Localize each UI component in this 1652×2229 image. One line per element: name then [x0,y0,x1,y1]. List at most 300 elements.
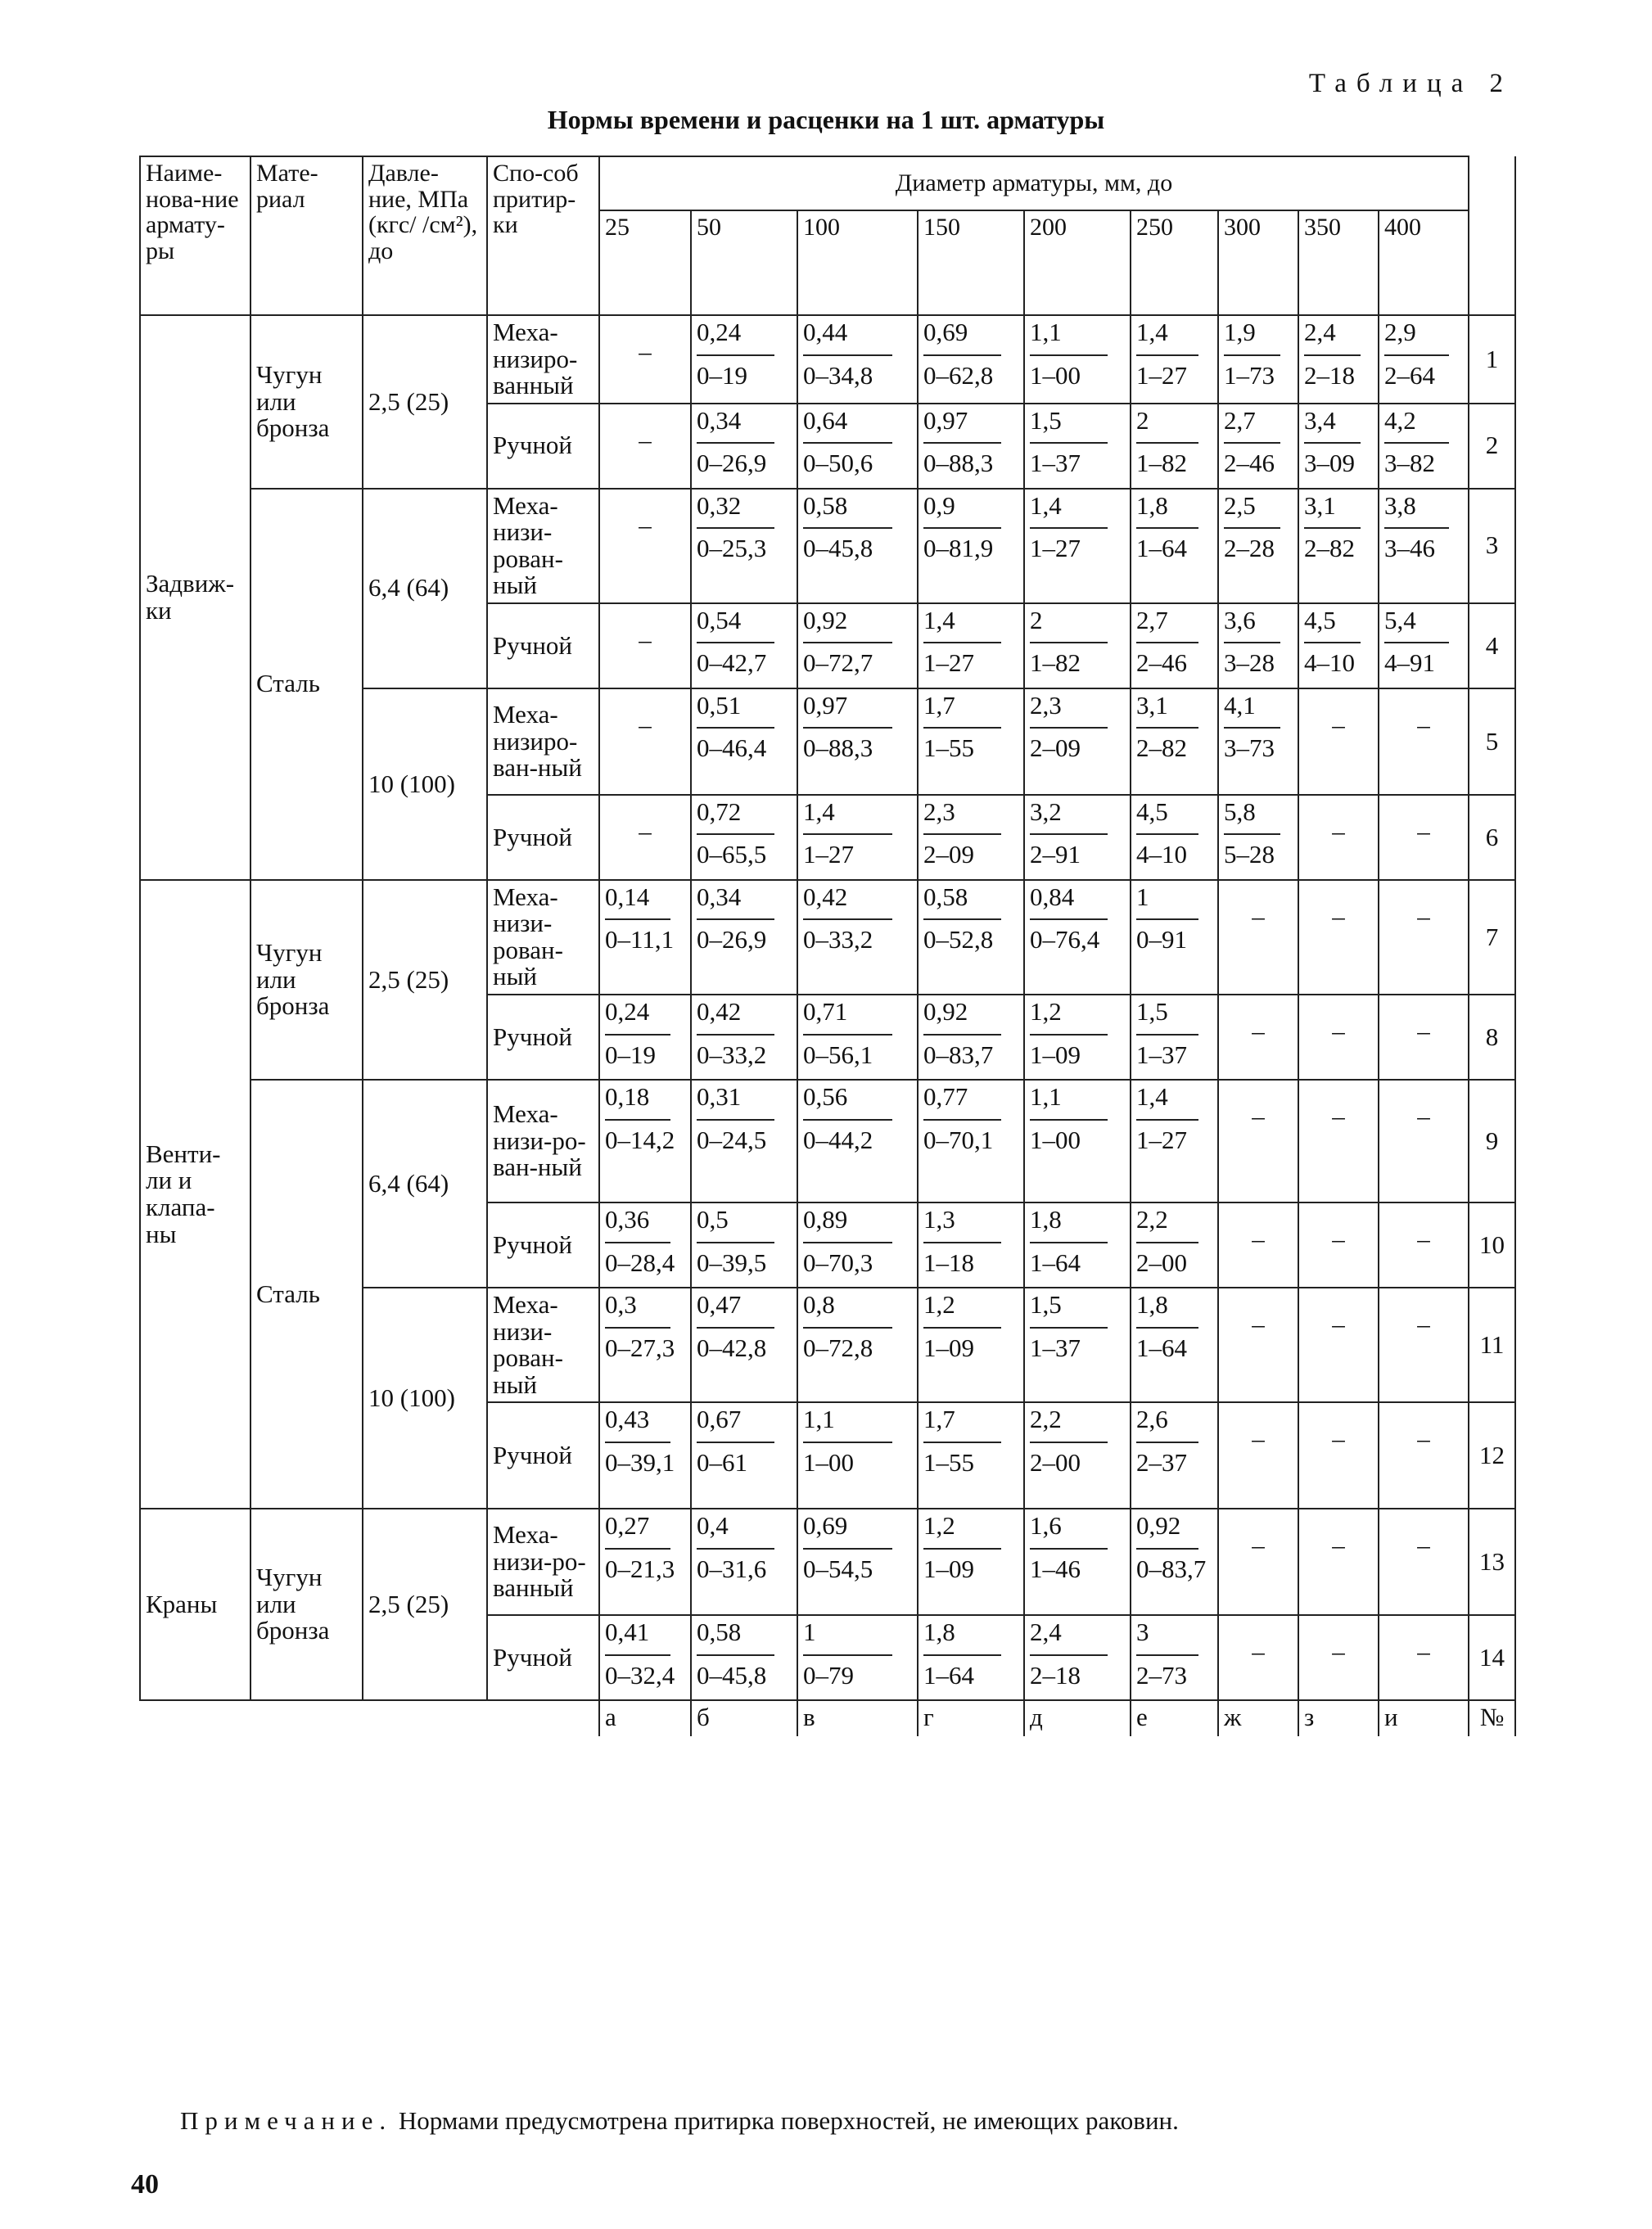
col-header-number-blank [1469,156,1515,315]
dash-mark: – [1332,1225,1345,1254]
time-norm: 3,2 [1030,796,1062,826]
dash-mark: – [639,510,652,539]
price-rate: 0–33,2 [803,925,873,954]
norm-price-cell [1379,315,1469,404]
table-label: Таблица 2 [1308,69,1513,98]
price-rate: 3–28 [1224,648,1275,678]
price-rate: 0–26,9 [697,449,767,478]
norm-price-cell [1024,1615,1131,1700]
time-norm: 1 [1136,882,1149,911]
fraction-bar [605,918,670,920]
price-rate: 2–28 [1224,534,1275,563]
dash-mark: – [1417,1017,1430,1046]
price-rate: 1–00 [1030,360,1081,390]
dash-mark: – [1417,1531,1430,1560]
price-rate: 2–00 [1030,1447,1081,1477]
time-norm: 0,92 [1136,1511,1181,1541]
fraction-bar [697,1442,774,1443]
norm-price-cell [1024,1288,1131,1402]
norm-price-cell [918,688,1024,795]
price-rate: 2–64 [1384,360,1435,390]
norms-table [139,156,1516,1736]
table-row [140,1509,1515,1615]
empty-cell [599,795,691,880]
fraction-bar [1030,833,1108,835]
price-rate: 2–37 [1136,1447,1187,1477]
method-cell: Ручной [487,603,599,688]
fraction-bar [923,1327,1001,1329]
norm-price-cell [1218,489,1298,603]
price-rate: 0–72,7 [803,648,873,678]
norm-price-cell [599,880,691,995]
fraction-bar [1136,527,1198,529]
fraction-bar [697,1654,774,1656]
time-norm: 1,7 [923,1405,955,1434]
price-rate: 0–52,8 [923,925,994,954]
dash-mark: – [1252,1102,1265,1131]
norm-price-cell [691,1509,797,1615]
fraction-bar [1030,1548,1108,1550]
time-norm: 0,69 [923,318,968,346]
row-number: 6 [1469,795,1515,880]
fraction-bar [1136,354,1198,356]
time-norm: 0,69 [803,1511,848,1541]
fraction-bar [1030,918,1108,920]
dash-mark: – [1332,901,1345,931]
dash-mark: – [639,816,652,846]
dash-mark: – [1417,710,1430,739]
norm-price-cell [797,1509,918,1615]
price-rate: 1–27 [1136,1125,1187,1154]
time-norm: 2,5 [1224,490,1256,520]
empty-cell [1379,1402,1469,1509]
fraction-bar [1030,1034,1108,1036]
time-norm: 0,3 [605,1290,637,1320]
time-norm: 2,9 [1384,318,1416,346]
diameter-header: 250 [1131,210,1218,315]
norm-price-cell [1379,489,1469,603]
method-cell: Меха-низиро-ванный [487,315,599,404]
price-rate: 0–46,4 [697,733,767,763]
time-norm: 1,4 [923,605,955,634]
fraction-bar [1136,1242,1198,1243]
column-letter: в [797,1700,918,1736]
norm-price-cell [918,489,1024,603]
fraction-bar [697,918,774,920]
time-norm: 0,14 [605,882,650,911]
time-norm: 1,5 [1030,405,1062,435]
fraction-bar [923,833,1001,835]
norm-price-cell [1298,603,1379,688]
norm-price-cell [599,1288,691,1402]
empty-cell [599,404,691,489]
norm-price-cell [691,1615,797,1700]
fraction-bar [1224,833,1280,835]
time-norm: 1,8 [1030,1205,1062,1234]
norm-price-cell [1131,1080,1218,1202]
time-norm: 2,4 [1304,318,1336,346]
time-norm: 0,27 [605,1511,650,1541]
column-letter: д [1024,1700,1131,1736]
dash-mark: – [1332,1102,1345,1131]
fraction-bar [697,1119,774,1121]
fraction-bar [923,642,1001,643]
price-rate: 3–09 [1304,449,1355,478]
time-norm: 1,4 [1030,490,1062,520]
material-cell: Сталь [251,489,363,880]
norm-price-cell [691,795,797,880]
pressure-cell: 10 (100) [363,688,487,880]
row-number: 10 [1469,1202,1515,1288]
price-rate: 2–91 [1030,840,1081,869]
dash-mark: – [1417,816,1430,846]
fraction-bar [923,1654,1001,1656]
norm-price-cell [599,995,691,1080]
fraction-bar [803,833,892,835]
price-rate: 0–50,6 [803,449,873,478]
price-rate: 3–82 [1384,449,1435,478]
time-norm: 3 [1136,1618,1149,1647]
time-norm: 1,1 [1030,1082,1062,1112]
time-norm: 0,97 [803,690,848,720]
pressure-cell: 2,5 (25) [363,880,487,1080]
norm-price-cell [1024,404,1131,489]
fraction-bar [803,1119,892,1121]
fraction-bar [923,527,1001,529]
norm-price-cell [918,1615,1024,1700]
table-row [140,880,1515,995]
time-norm: 2,3 [923,796,955,826]
price-rate: 3–46 [1384,534,1435,563]
fraction-bar [803,1442,892,1443]
norm-price-cell [918,1288,1024,1402]
empty-cell [1379,795,1469,880]
fraction-bar [923,1442,1001,1443]
table-note [180,2106,1179,2136]
time-norm: 0,97 [923,405,968,435]
price-rate: 0–24,5 [697,1125,767,1154]
price-rate: 0–65,5 [697,840,767,869]
empty-cell [1379,995,1469,1080]
fraction-bar [605,1442,670,1443]
time-norm: 0,18 [605,1082,650,1112]
time-norm: 1,4 [803,796,835,826]
price-rate: 0–44,2 [803,1125,873,1154]
fraction-bar [1030,1327,1108,1329]
fraction-bar [1030,1242,1108,1243]
time-norm: 0,58 [803,490,848,520]
price-rate: 0–26,9 [697,925,767,954]
empty-cell [1298,1402,1379,1509]
empty-cell [1379,1288,1469,1402]
norm-price-cell [797,688,918,795]
time-norm: 0,84 [1030,882,1075,911]
time-norm: 4,5 [1304,605,1336,634]
fraction-bar [923,442,1001,444]
fraction-bar [697,442,774,444]
row-number: 5 [1469,688,1515,795]
norm-price-cell [918,880,1024,995]
norm-price-cell [797,603,918,688]
dash-mark: – [1417,901,1430,931]
time-norm: 1,5 [1030,1290,1062,1320]
price-rate: 1–00 [1030,1125,1081,1154]
time-norm: 3,1 [1136,690,1168,720]
norm-price-cell [1298,315,1379,404]
price-rate: 0–56,1 [803,1040,873,1069]
number-label: № [1469,1700,1515,1736]
dash-mark: – [1332,816,1345,846]
dash-mark: – [639,625,652,654]
price-rate: 0–83,7 [923,1040,994,1069]
price-rate: 1–82 [1030,648,1081,678]
time-norm: 0,67 [697,1405,742,1434]
fraction-bar [605,1119,670,1121]
fraction-bar [605,1548,670,1550]
fraction-bar [1136,1119,1198,1121]
col-header-method: Спо-соб притир-ки [487,156,599,315]
fraction-bar [803,1327,892,1329]
fraction-bar [697,354,774,356]
time-norm: 1,8 [923,1618,955,1647]
fraction-bar [697,642,774,643]
fraction-bar [1030,727,1108,729]
price-rate: 1–00 [803,1447,854,1477]
fraction-bar [1384,642,1449,643]
column-letter: а [599,1700,691,1736]
norm-price-cell [691,603,797,688]
fraction-bar [1030,642,1108,643]
method-cell: Меха-низи-рован-ный [487,489,599,603]
material-cell: Чугун или бронза [251,880,363,1080]
fraction-bar [605,1327,670,1329]
time-norm: 1,9 [1224,318,1256,346]
price-rate: 0–88,3 [923,449,994,478]
fraction-bar [803,642,892,643]
time-norm: 2,4 [1030,1618,1062,1647]
price-rate: 1–37 [1030,1333,1081,1362]
norm-price-cell [1379,603,1469,688]
norm-price-cell [797,489,918,603]
time-norm: 1 [803,1618,816,1647]
norm-price-cell [1131,315,1218,404]
time-norm: 0,89 [803,1205,848,1234]
empty-cell [599,688,691,795]
price-rate: 1–37 [1136,1040,1187,1069]
norm-price-cell [1131,795,1218,880]
empty-cell [1298,1202,1379,1288]
dash-mark: – [1252,1310,1265,1339]
empty-cell [1218,1080,1298,1202]
empty-cell [599,489,691,603]
fraction-bar [1224,354,1280,356]
time-norm: 3,6 [1224,605,1256,634]
row-number: 4 [1469,603,1515,688]
norm-price-cell [691,1080,797,1202]
price-rate: 1–64 [923,1660,974,1690]
time-norm: 0,42 [803,882,848,911]
fitting-name-cell: Краны [140,1509,251,1700]
fraction-bar [1384,354,1449,356]
dash-mark: – [1252,1637,1265,1667]
time-norm: 0,24 [697,318,742,346]
price-rate: 2–09 [923,840,974,869]
time-norm: 1,1 [1030,318,1062,346]
fraction-bar [803,918,892,920]
fraction-bar [1304,642,1361,643]
price-rate: 1–64 [1136,534,1187,563]
price-rate: 0–45,8 [697,1660,767,1690]
fraction-bar [1304,442,1361,444]
norm-price-cell [1024,995,1131,1080]
fitting-name-cell: Задвиж-ки [140,315,251,880]
norm-price-cell [918,1202,1024,1288]
price-rate: 1–73 [1224,360,1275,390]
norm-price-cell [599,1615,691,1700]
price-rate: 0–31,6 [697,1554,767,1583]
time-norm: 1,4 [1136,318,1168,346]
time-norm: 3,4 [1304,405,1336,435]
price-rate: 0–76,4 [1030,925,1100,954]
time-norm: 0,41 [605,1618,650,1647]
time-norm: 0,54 [697,605,742,634]
norm-price-cell [599,1402,691,1509]
norm-price-cell [1131,489,1218,603]
row-number: 3 [1469,489,1515,603]
price-rate: 0–34,8 [803,360,873,390]
material-cell: Чугун или бронза [251,1509,363,1700]
norm-price-cell [797,1202,918,1288]
norm-price-cell [918,603,1024,688]
fraction-bar [1304,527,1361,529]
time-norm: 0,42 [697,997,742,1027]
price-rate: 2–82 [1304,534,1355,563]
norm-price-cell [599,1080,691,1202]
price-rate: 2–73 [1136,1660,1187,1690]
empty-cell [1218,995,1298,1080]
fraction-bar [923,354,1001,356]
method-cell: Ручной [487,995,599,1080]
time-norm: 2,7 [1224,405,1256,435]
time-norm: 1,3 [923,1205,955,1234]
dash-mark: – [1332,1424,1345,1454]
norm-price-cell [691,1288,797,1402]
price-rate: 2–82 [1136,733,1187,763]
norm-price-cell [1218,315,1298,404]
norm-price-cell [1024,1080,1131,1202]
time-norm: 4,5 [1136,796,1168,826]
fraction-bar [803,527,892,529]
norm-price-cell [691,404,797,489]
fraction-bar [1304,354,1361,356]
price-rate: 1–64 [1136,1333,1187,1362]
price-rate: 0–14,2 [605,1125,675,1154]
norm-price-cell [1379,404,1469,489]
dash-mark: – [1332,1637,1345,1667]
price-rate: 0–54,5 [803,1554,873,1583]
norm-price-cell [918,795,1024,880]
price-rate: 0–42,7 [697,648,767,678]
price-rate: 4–10 [1304,648,1355,678]
note-label: Примечание. [180,2106,393,2135]
norm-price-cell [691,1202,797,1288]
price-rate: 0–25,3 [697,534,767,563]
col-header-material: Мате-риал [251,156,363,315]
price-rate: 1–09 [923,1554,974,1583]
empty-cell [1218,1402,1298,1509]
fraction-bar [803,1654,892,1656]
fraction-bar [1384,527,1449,529]
price-rate: 0–21,3 [605,1554,675,1583]
norm-price-cell [599,1202,691,1288]
price-rate: 1–27 [1136,360,1187,390]
row-number: 8 [1469,995,1515,1080]
price-rate: 0–81,9 [923,534,994,563]
norm-price-cell [1131,995,1218,1080]
method-cell: Меха-низи-рован-ный [487,1288,599,1402]
norm-price-cell [691,995,797,1080]
fraction-bar [923,1548,1001,1550]
norm-price-cell [797,1402,918,1509]
col-header-diameter: Диаметр арматуры, мм, до [599,156,1469,210]
price-rate: 0–45,8 [803,534,873,563]
time-norm: 0,44 [803,318,848,346]
page-number: 40 [131,2169,159,2200]
column-letter: б [691,1700,797,1736]
norm-price-cell [918,1402,1024,1509]
fraction-bar [605,1654,670,1656]
dash-mark: – [639,425,652,454]
norm-price-cell [918,1509,1024,1615]
fraction-bar [1136,727,1198,729]
diameter-header: 100 [797,210,918,315]
fraction-bar [923,1242,1001,1243]
time-norm: 2,6 [1136,1405,1168,1434]
price-rate: 4–10 [1136,840,1187,869]
method-cell: Ручной [487,1615,599,1700]
norm-price-cell [1131,1402,1218,1509]
method-cell: Ручной [487,1402,599,1509]
price-rate: 1–09 [923,1333,974,1362]
column-letter: и [1379,1700,1469,1736]
diameter-header: 50 [691,210,797,315]
pressure-cell: 2,5 (25) [363,315,487,489]
fraction-bar [1030,354,1108,356]
row-number: 13 [1469,1509,1515,1615]
price-rate: 0–33,2 [697,1040,767,1069]
fraction-bar [923,1034,1001,1036]
norm-price-cell [797,1288,918,1402]
empty-cell [1218,1202,1298,1288]
fraction-bar [697,1034,774,1036]
fraction-bar [1030,1119,1108,1121]
time-norm: 2 [1136,405,1149,435]
norm-price-cell [797,1615,918,1700]
time-norm: 1,8 [1136,490,1168,520]
fraction-bar [1136,642,1198,643]
time-norm: 0,8 [803,1290,835,1320]
table-row [140,315,1515,404]
price-rate: 0–42,8 [697,1333,767,1362]
fraction-bar [923,918,1001,920]
empty-cell [1298,880,1379,995]
price-rate: 0–88,3 [803,733,873,763]
norm-price-cell [691,688,797,795]
norm-price-cell [918,404,1024,489]
row-number: 14 [1469,1615,1515,1700]
time-norm: 0,24 [605,997,650,1027]
dash-mark: – [1417,1225,1430,1254]
